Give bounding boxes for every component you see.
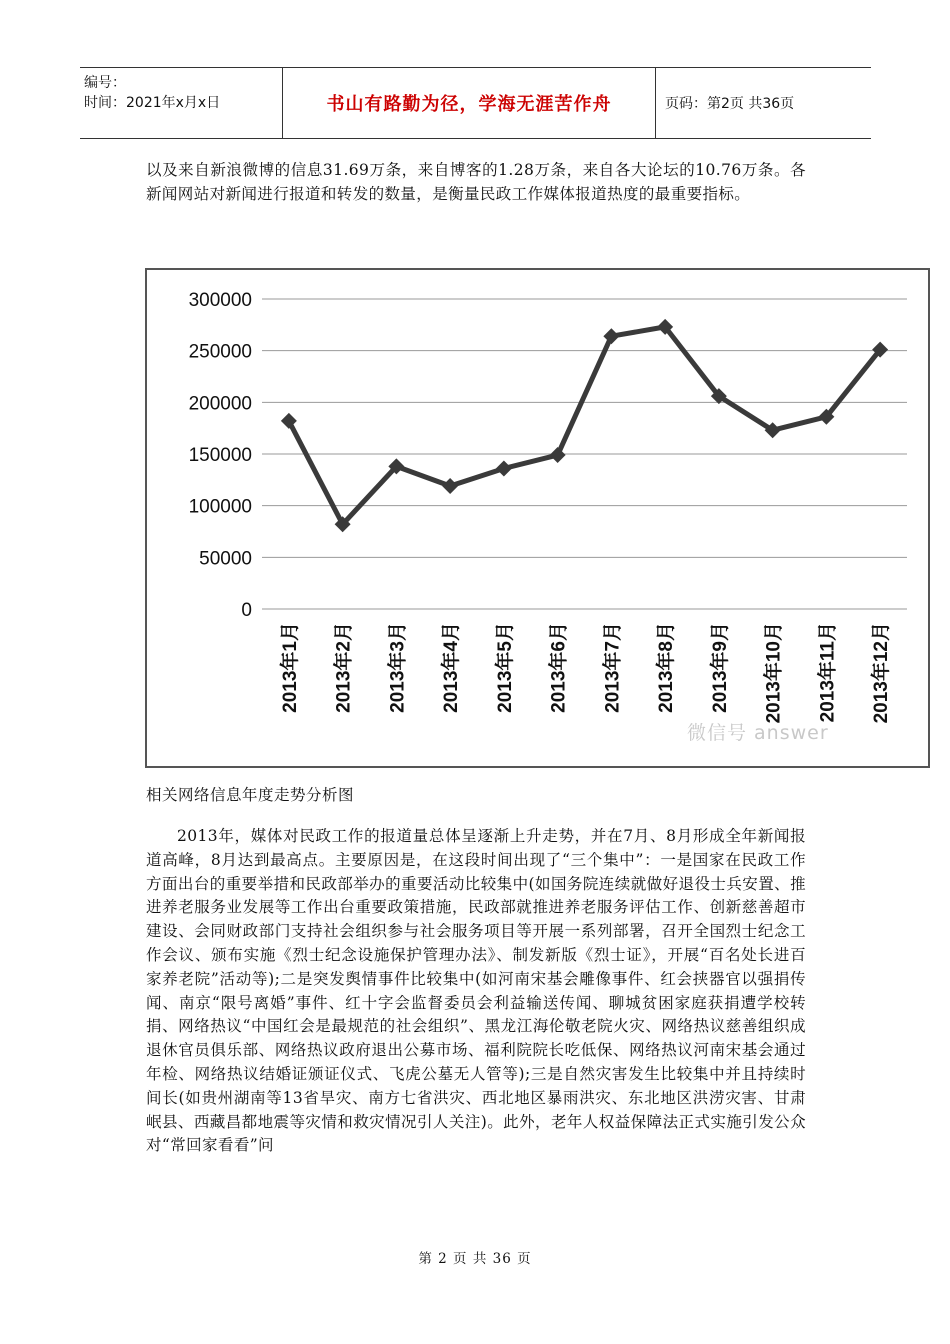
date-label: 时间：2021年x月x日 — [84, 95, 221, 111]
x-tick-label: 2013年6月 — [548, 622, 570, 713]
x-tick-label: 2013年4月 — [441, 622, 463, 713]
page-info: 页码：第2页 共36页 — [665, 96, 795, 112]
main-paragraph: 2013年，媒体对民政工作的报道量总体呈逐渐上升走势，并在7月、8月形成全年新闻报道高峰，8月达到最高点。主要原因是，在这段时间出现了“三个集中”：一是国家在民政工作方面出台的重要举措和民政部举办的重要活动比较集中(如国务院连续就做好退役士兵安置、推进养老服务业发展等工作出台重要政策措施，民政部就推进养老服务评估工作、创新慈善超市建设、会同财政部门支持社会组织参与社会服务项目等开展一系列部署，召开全国烈士纪念工作会议、颁布实施《烈士纪念设施保护管理办法》、制发新版《烈士证》，开展“百名处长进百家养老院”活动等);二是突发舆情事件比较集中(如河南宋基会雕像事件、红会挟器官以强捐传闻、南京“限号离婚”事件、红十字会监督委员会利益输送传闻、聊城贫困家庭获捐遭学校转捐、网络热议“中国红会是最规范的社会组织”、黑龙江海伦敬老院火灾、网络热议慈善组织成退休官员俱乐部、网络热议政府退出公募市场、福利院院长吃低保、网络热议河南宋基会通过年检、网络热议结婚证颁证仪式、飞虎公墓无人管等);三是自然灾害发生比较集中并且持续时间长(如贵州湖南等13省旱灾、南方七省洪灾、西北地区暴雨洪灾、东北地区洪涝灾害、甘肃岷县、西藏昌都地震等灾情和救灾情况引人关注)。此外，老年人权益保障法正式实施引发公众对“常回家看看”问 — [146, 827, 806, 1155]
page-header — [80, 67, 871, 139]
chart-caption: 相关网络信息年度走势分析图 — [146, 786, 355, 804]
x-tick-label: 2013年11月 — [817, 622, 839, 723]
x-tick-label: 2013年2月 — [333, 622, 355, 713]
intro-paragraph: 以及来自新浪微博的信息31.69万条，来自博客的1.28万条，来自各大论坛的10.76万条。各新闻网站对新闻进行报道和转发的数量，是衡量民政工作媒体报道热度的最重要指标。 — [146, 161, 806, 203]
data-point — [550, 447, 566, 463]
y-tick-label: 0 — [241, 600, 252, 621]
x-tick-label: 2013年10月 — [763, 622, 785, 724]
x-tick-label: 2013年12月 — [871, 622, 893, 724]
x-tick-label: 2013年7月 — [602, 622, 624, 713]
trend-chart-svg — [147, 270, 928, 766]
y-tick-label: 150000 — [188, 445, 252, 466]
data-point — [496, 460, 512, 476]
series-line — [289, 327, 880, 524]
x-tick-label: 2013年8月 — [656, 622, 678, 713]
motto: 书山有路勤为径，学海无涯苦作舟 — [326, 94, 612, 115]
y-tick-label: 200000 — [188, 393, 252, 415]
header-page-cell — [655, 68, 871, 138]
x-tick-label: 2013年9月 — [709, 622, 731, 713]
header-meta — [80, 68, 282, 138]
wechat-watermark: 微信号 answer — [687, 722, 829, 744]
code-label: 编号： — [84, 75, 126, 91]
x-tick-label: 2013年3月 — [387, 622, 409, 713]
y-tick-label: 250000 — [188, 341, 252, 363]
data-point — [442, 478, 458, 494]
x-tick-label: 2013年1月 — [279, 622, 301, 713]
data-point — [603, 328, 619, 344]
x-tick-label: 2013年5月 — [494, 622, 516, 713]
trend-chart — [145, 268, 930, 768]
y-tick-label: 100000 — [188, 496, 252, 518]
page-footer: 第 2 页 共 36 页 — [418, 1251, 532, 1267]
y-tick-label: 300000 — [188, 290, 252, 311]
header-motto-cell — [282, 68, 656, 138]
y-tick-label: 50000 — [199, 548, 252, 570]
